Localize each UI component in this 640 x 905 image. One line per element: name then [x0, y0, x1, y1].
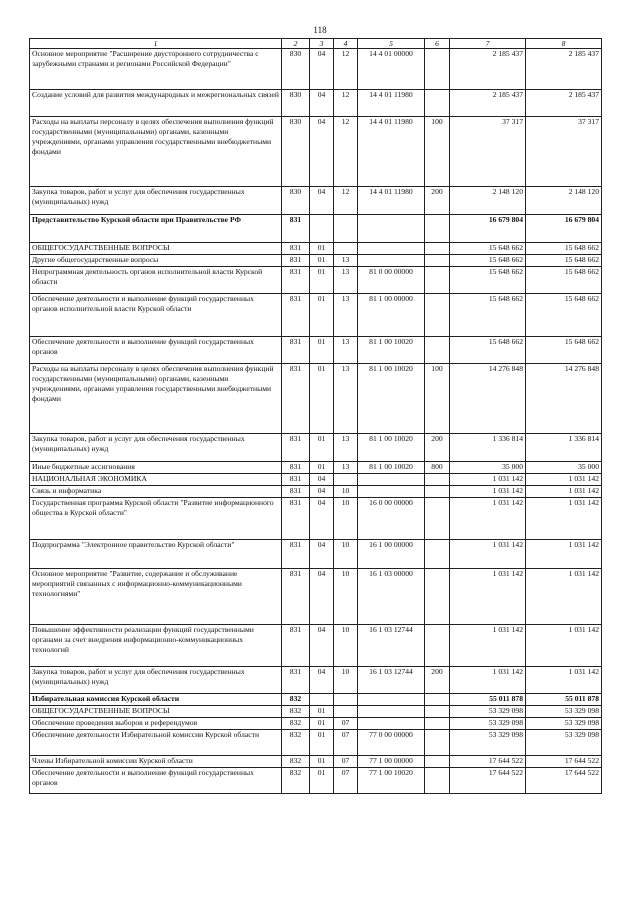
cell-target-article: [358, 486, 425, 498]
cell-name: Основное мероприятие "Развитие, содержание и обслуживание мероприятий связанных с информационно-коммуникационными технологиями": [30, 569, 282, 625]
cell-subsection: 13: [334, 434, 358, 462]
table-row: [30, 434, 602, 462]
table-row: [30, 756, 602, 768]
cell-amount-2019: 2 185 437: [450, 90, 526, 117]
cell-amount-2020: 2 185 437: [526, 49, 602, 90]
cell-amount-2019: 1 031 142: [450, 474, 526, 486]
cell-target-article: 16 1 00 00000: [358, 540, 425, 569]
cell-name: Расходы на выплаты персоналу в целях обеспечения выполнения функций государственными (муниципальными) органами, казенными учреждениями, органами управления государственными внебюджетными фондами: [30, 117, 282, 187]
page-number: 118: [313, 25, 327, 35]
cell-name: Государственная программа Курской области "Развитие информационного общества в Курской области": [30, 498, 282, 540]
cell-amount-2019: 14 276 848: [450, 364, 526, 434]
cell-amount-2019: 16 679 804: [450, 215, 526, 243]
cell-section: 04: [310, 498, 334, 540]
table-row: [30, 243, 602, 255]
cell-amount-2019: 1 031 142: [450, 667, 526, 694]
cell-target-article: 16 1 03 00000: [358, 569, 425, 625]
table-row: [30, 294, 602, 337]
cell-amount-2020: 17 644 522: [526, 756, 602, 768]
table-row: [30, 486, 602, 498]
cell-subsection: 10: [334, 667, 358, 694]
cell-target-article: [358, 255, 425, 267]
cell-admin-code: 830: [282, 90, 310, 117]
cell-subsection: [334, 694, 358, 706]
cell-amount-2019: 17 644 522: [450, 756, 526, 768]
header-cell: 3: [310, 39, 334, 49]
header-cell: 6: [425, 39, 450, 49]
cell-subsection: 12: [334, 49, 358, 90]
cell-expense-type: [425, 625, 450, 667]
cell-subsection: [334, 474, 358, 486]
cell-amount-2019: 55 011 878: [450, 694, 526, 706]
cell-target-article: 81 1 00 10020: [358, 434, 425, 462]
cell-amount-2019: 53 329 098: [450, 718, 526, 730]
cell-amount-2020: 1 031 142: [526, 625, 602, 667]
cell-name: ОБЩЕГОСУДАРСТВЕННЫЕ ВОПРОСЫ: [30, 706, 282, 718]
cell-amount-2019: 15 648 662: [450, 267, 526, 294]
cell-admin-code: 832: [282, 718, 310, 730]
table-row: [30, 498, 602, 540]
cell-section: 04: [310, 486, 334, 498]
cell-target-article: 81 1 00 10020: [358, 364, 425, 434]
cell-admin-code: 831: [282, 337, 310, 364]
cell-admin-code: 831: [282, 267, 310, 294]
cell-subsection: 07: [334, 718, 358, 730]
table-row: [30, 540, 602, 569]
cell-section: 01: [310, 255, 334, 267]
cell-section: 01: [310, 768, 334, 794]
table-row: [30, 768, 602, 794]
cell-section: 04: [310, 569, 334, 625]
cell-target-article: 14 4 01 11980: [358, 90, 425, 117]
cell-expense-type: 100: [425, 117, 450, 187]
cell-subsection: 12: [334, 117, 358, 187]
cell-name: ОБЩЕГОСУДАРСТВЕННЫЕ ВОПРОСЫ: [30, 243, 282, 255]
cell-admin-code: 831: [282, 255, 310, 267]
table-row: [30, 462, 602, 474]
cell-admin-code: 830: [282, 117, 310, 187]
cell-target-article: 16 1 03 12744: [358, 667, 425, 694]
cell-admin-code: 831: [282, 364, 310, 434]
cell-target-article: 16 1 03 12744: [358, 625, 425, 667]
cell-target-article: [358, 694, 425, 706]
table-row: [30, 49, 602, 90]
cell-name: НАЦИОНАЛЬНАЯ ЭКОНОМИКА: [30, 474, 282, 486]
cell-expense-type: 100: [425, 364, 450, 434]
cell-admin-code: 831: [282, 294, 310, 337]
cell-section: 04: [310, 625, 334, 667]
cell-amount-2020: 53 329 098: [526, 706, 602, 718]
cell-admin-code: 830: [282, 49, 310, 90]
cell-amount-2020: 15 648 662: [526, 255, 602, 267]
header-cell: 8: [526, 39, 602, 49]
cell-amount-2020: 53 329 098: [526, 718, 602, 730]
cell-admin-code: 831: [282, 474, 310, 486]
cell-amount-2019: 1 031 142: [450, 625, 526, 667]
cell-section: [310, 215, 334, 243]
cell-expense-type: [425, 569, 450, 625]
cell-amount-2020: 1 031 142: [526, 540, 602, 569]
table-row: [30, 730, 602, 756]
cell-name: Обеспечение деятельности и выполнение функций государственных органов: [30, 337, 282, 364]
cell-subsection: 10: [334, 625, 358, 667]
cell-section: 01: [310, 243, 334, 255]
cell-name: Непрограммная деятельность органов исполнительной власти Курской области: [30, 267, 282, 294]
cell-name: Избирательная комиссия Курской области: [30, 694, 282, 706]
cell-subsection: 12: [334, 90, 358, 117]
cell-expense-type: [425, 267, 450, 294]
cell-subsection: 10: [334, 498, 358, 540]
cell-subsection: 13: [334, 255, 358, 267]
cell-subsection: 12: [334, 187, 358, 215]
cell-amount-2020: 1 031 142: [526, 667, 602, 694]
cell-expense-type: [425, 337, 450, 364]
cell-target-article: [358, 718, 425, 730]
cell-section: 04: [310, 187, 334, 215]
cell-amount-2020: 53 329 098: [526, 730, 602, 756]
cell-admin-code: 831: [282, 486, 310, 498]
cell-expense-type: [425, 49, 450, 90]
cell-name: Обеспечение деятельности Избирательной комиссии Курской области: [30, 730, 282, 756]
cell-subsection: [334, 215, 358, 243]
table-row: [30, 255, 602, 267]
cell-target-article: [358, 243, 425, 255]
cell-amount-2020: 16 679 804: [526, 215, 602, 243]
cell-amount-2020: 17 644 522: [526, 768, 602, 794]
header-cell: 4: [334, 39, 358, 49]
cell-amount-2020: 1 336 814: [526, 434, 602, 462]
header-cell: 7: [450, 39, 526, 49]
cell-amount-2020: 15 648 662: [526, 337, 602, 364]
cell-section: 01: [310, 364, 334, 434]
cell-amount-2020: 2 148 120: [526, 187, 602, 215]
table-row: [30, 694, 602, 706]
cell-expense-type: [425, 756, 450, 768]
cell-amount-2020: 55 011 878: [526, 694, 602, 706]
cell-amount-2020: 1 031 142: [526, 498, 602, 540]
cell-target-article: 14 4 01 11980: [358, 117, 425, 187]
cell-name: Создание условий для развития международных и межрегиональных связей: [30, 90, 282, 117]
cell-section: 04: [310, 667, 334, 694]
header-cell: 5: [358, 39, 425, 49]
cell-expense-type: [425, 90, 450, 117]
header-row: [30, 39, 602, 49]
cell-expense-type: [425, 474, 450, 486]
cell-amount-2019: 37 317: [450, 117, 526, 187]
cell-amount-2020: 15 648 662: [526, 294, 602, 337]
table-row: [30, 364, 602, 434]
cell-subsection: 13: [334, 337, 358, 364]
table-row: [30, 625, 602, 667]
cell-subsection: 13: [334, 267, 358, 294]
cell-target-article: 14 4 01 00000: [358, 49, 425, 90]
cell-amount-2019: 1 031 142: [450, 569, 526, 625]
cell-amount-2020: 35 000: [526, 462, 602, 474]
cell-target-article: 77 1 00 10020: [358, 768, 425, 794]
cell-section: 04: [310, 49, 334, 90]
cell-amount-2019: 53 329 098: [450, 730, 526, 756]
cell-expense-type: [425, 730, 450, 756]
cell-amount-2020: 2 185 437: [526, 90, 602, 117]
cell-name: Закупка товаров, работ и услуг для обеспечения государственных (муниципальных) нужд: [30, 434, 282, 462]
cell-name: Иные бюджетные ассигнования: [30, 462, 282, 474]
cell-name: Расходы на выплаты персоналу в целях обеспечения выполнения функций государственными (муниципальными) органами, казенными учреждениями, органами управления государственными внебюджетными фондами: [30, 364, 282, 434]
table-row: [30, 569, 602, 625]
cell-expense-type: 200: [425, 434, 450, 462]
cell-target-article: [358, 706, 425, 718]
cell-expense-type: [425, 294, 450, 337]
cell-name: Другие общегосударственные вопросы: [30, 255, 282, 267]
cell-subsection: 10: [334, 569, 358, 625]
cell-amount-2019: 15 648 662: [450, 294, 526, 337]
cell-name: Члены Избирательной комиссии Курской области: [30, 756, 282, 768]
cell-amount-2019: 2 148 120: [450, 187, 526, 215]
cell-admin-code: 831: [282, 434, 310, 462]
cell-admin-code: 831: [282, 667, 310, 694]
cell-expense-type: [425, 215, 450, 243]
cell-amount-2020: 1 031 142: [526, 486, 602, 498]
cell-section: 01: [310, 434, 334, 462]
cell-expense-type: [425, 718, 450, 730]
cell-section: 04: [310, 117, 334, 187]
cell-subsection: 07: [334, 730, 358, 756]
cell-admin-code: 830: [282, 187, 310, 215]
cell-subsection: 13: [334, 364, 358, 434]
cell-amount-2019: 15 648 662: [450, 243, 526, 255]
cell-expense-type: [425, 768, 450, 794]
cell-name: Обеспечение проведения выборов и референдумов: [30, 718, 282, 730]
cell-section: 04: [310, 540, 334, 569]
table-row: [30, 718, 602, 730]
cell-amount-2020: 15 648 662: [526, 243, 602, 255]
cell-name: Повышение эффективности реализации функций государственными органами за счет внедрения информационно-коммуникационных технологий: [30, 625, 282, 667]
table-row: [30, 667, 602, 694]
cell-admin-code: 832: [282, 694, 310, 706]
cell-expense-type: 800: [425, 462, 450, 474]
cell-amount-2019: 35 000: [450, 462, 526, 474]
cell-name: Представительство Курской области при Правительстве РФ: [30, 215, 282, 243]
table-row: [30, 187, 602, 215]
cell-amount-2019: 1 031 142: [450, 498, 526, 540]
cell-expense-type: 200: [425, 187, 450, 215]
cell-section: 01: [310, 462, 334, 474]
cell-target-article: 81 0 00 00000: [358, 267, 425, 294]
cell-amount-2019: 1 031 142: [450, 540, 526, 569]
table-row: [30, 706, 602, 718]
cell-target-article: 14 4 01 11980: [358, 187, 425, 215]
cell-name: Обеспечение деятельности и выполнение функций государственных органов: [30, 768, 282, 794]
table-row: [30, 267, 602, 294]
cell-name: Закупка товаров, работ и услуг для обеспечения государственных (муниципальных) нужд: [30, 667, 282, 694]
table-row: [30, 474, 602, 486]
cell-admin-code: 832: [282, 768, 310, 794]
cell-amount-2019: 15 648 662: [450, 337, 526, 364]
cell-section: 01: [310, 756, 334, 768]
cell-admin-code: 831: [282, 540, 310, 569]
cell-amount-2019: 2 185 437: [450, 49, 526, 90]
cell-expense-type: [425, 540, 450, 569]
cell-section: 04: [310, 90, 334, 117]
cell-section: 04: [310, 474, 334, 486]
cell-amount-2019: 1 336 814: [450, 434, 526, 462]
cell-admin-code: 831: [282, 569, 310, 625]
table-row: [30, 337, 602, 364]
cell-amount-2019: 1 031 142: [450, 486, 526, 498]
cell-subsection: [334, 706, 358, 718]
cell-subsection: 13: [334, 294, 358, 337]
cell-admin-code: 832: [282, 730, 310, 756]
table-row: [30, 117, 602, 187]
cell-target-article: [358, 474, 425, 486]
cell-section: [310, 694, 334, 706]
cell-admin-code: 831: [282, 498, 310, 540]
cell-target-article: [358, 215, 425, 243]
cell-amount-2019: 17 644 522: [450, 768, 526, 794]
cell-section: 01: [310, 706, 334, 718]
cell-target-article: 77 0 00 00000: [358, 730, 425, 756]
cell-section: 01: [310, 267, 334, 294]
cell-target-article: 81 1 00 10020: [358, 462, 425, 474]
cell-expense-type: [425, 706, 450, 718]
cell-section: 01: [310, 730, 334, 756]
cell-amount-2020: 15 648 662: [526, 267, 602, 294]
cell-name: Обеспечение деятельности и выполнение функций государственных органов исполнительной власти Курской области: [30, 294, 282, 337]
table-row: [30, 90, 602, 117]
cell-amount-2019: 15 648 662: [450, 255, 526, 267]
cell-name: Связь и информатика: [30, 486, 282, 498]
cell-admin-code: 832: [282, 706, 310, 718]
header-cell: 1: [30, 39, 282, 49]
cell-expense-type: [425, 486, 450, 498]
budget-table: [29, 38, 602, 794]
cell-name: Закупка товаров, работ и услуг для обеспечения государственных (муниципальных) нужд: [30, 187, 282, 215]
cell-subsection: 07: [334, 756, 358, 768]
cell-subsection: 10: [334, 540, 358, 569]
cell-subsection: 07: [334, 768, 358, 794]
cell-subsection: [334, 243, 358, 255]
cell-section: 01: [310, 718, 334, 730]
cell-expense-type: [425, 243, 450, 255]
cell-admin-code: 831: [282, 462, 310, 474]
cell-expense-type: [425, 255, 450, 267]
header-cell: 2: [282, 39, 310, 49]
cell-expense-type: 200: [425, 667, 450, 694]
cell-name: Подпрограмма "Электронное правительство Курской области": [30, 540, 282, 569]
cell-expense-type: [425, 498, 450, 540]
cell-amount-2020: 1 031 142: [526, 569, 602, 625]
cell-admin-code: 831: [282, 625, 310, 667]
cell-section: 01: [310, 337, 334, 364]
cell-amount-2020: 14 276 848: [526, 364, 602, 434]
cell-amount-2020: 1 031 142: [526, 474, 602, 486]
cell-admin-code: 831: [282, 243, 310, 255]
cell-admin-code: 831: [282, 215, 310, 243]
cell-target-article: 81 1 00 00000: [358, 294, 425, 337]
cell-amount-2020: 37 317: [526, 117, 602, 187]
cell-expense-type: [425, 694, 450, 706]
cell-subsection: 10: [334, 486, 358, 498]
table-row: [30, 215, 602, 243]
cell-amount-2019: 53 329 098: [450, 706, 526, 718]
cell-target-article: 81 1 00 10020: [358, 337, 425, 364]
cell-target-article: 16 0 00 00000: [358, 498, 425, 540]
cell-section: 01: [310, 294, 334, 337]
cell-admin-code: 832: [282, 756, 310, 768]
cell-target-article: 77 1 00 00000: [358, 756, 425, 768]
cell-name: Основное мероприятие "Расширение двустороннего сотрудничества с зарубежными странами и регионами Российской Федерации": [30, 49, 282, 90]
cell-subsection: 13: [334, 462, 358, 474]
